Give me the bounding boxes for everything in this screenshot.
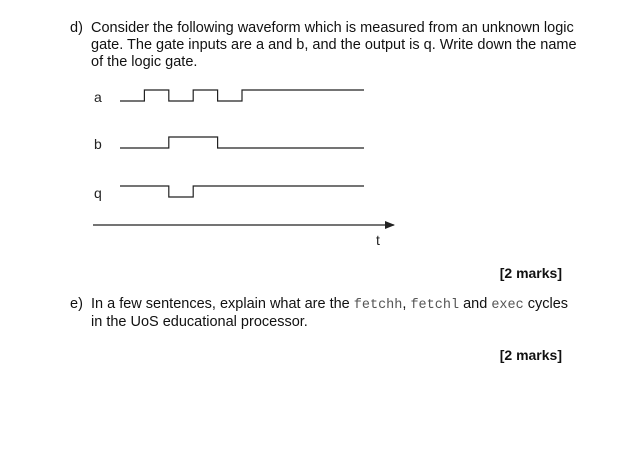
waveform-a <box>120 90 364 101</box>
question-e-sep-2: and <box>459 296 492 312</box>
code-fetchh: fetchh <box>353 298 403 313</box>
signal-label-a: a <box>94 89 102 105</box>
question-e-number: e) <box>70 296 83 312</box>
question-e-text-before: In a few sentences, explain what are the <box>91 296 354 312</box>
question-d-number: d) <box>70 20 83 36</box>
question-d-text: Consider the following waveform which is measured from an unknown logic gate. The gate inputs are a and b, and the output is q. Write down the name of the logic gate. <box>91 20 577 70</box>
question-d-marks: [2 marks] <box>499 265 562 281</box>
question-e-sep-1: , <box>402 296 411 312</box>
waveform-b <box>120 137 364 148</box>
time-axis-label: t <box>376 232 380 248</box>
question-e-text <box>91 296 580 331</box>
question-e <box>70 296 580 331</box>
question-e-text-after: cycles in the UoS educational processor. <box>91 296 569 330</box>
waveform-q <box>120 186 364 197</box>
question-e-marks: [2 marks] <box>499 347 562 363</box>
signal-label-q: q <box>94 185 102 201</box>
code-fetchl: fetchl <box>410 298 460 313</box>
code-exec: exec <box>491 298 524 313</box>
signal-label-b: b <box>94 136 102 152</box>
